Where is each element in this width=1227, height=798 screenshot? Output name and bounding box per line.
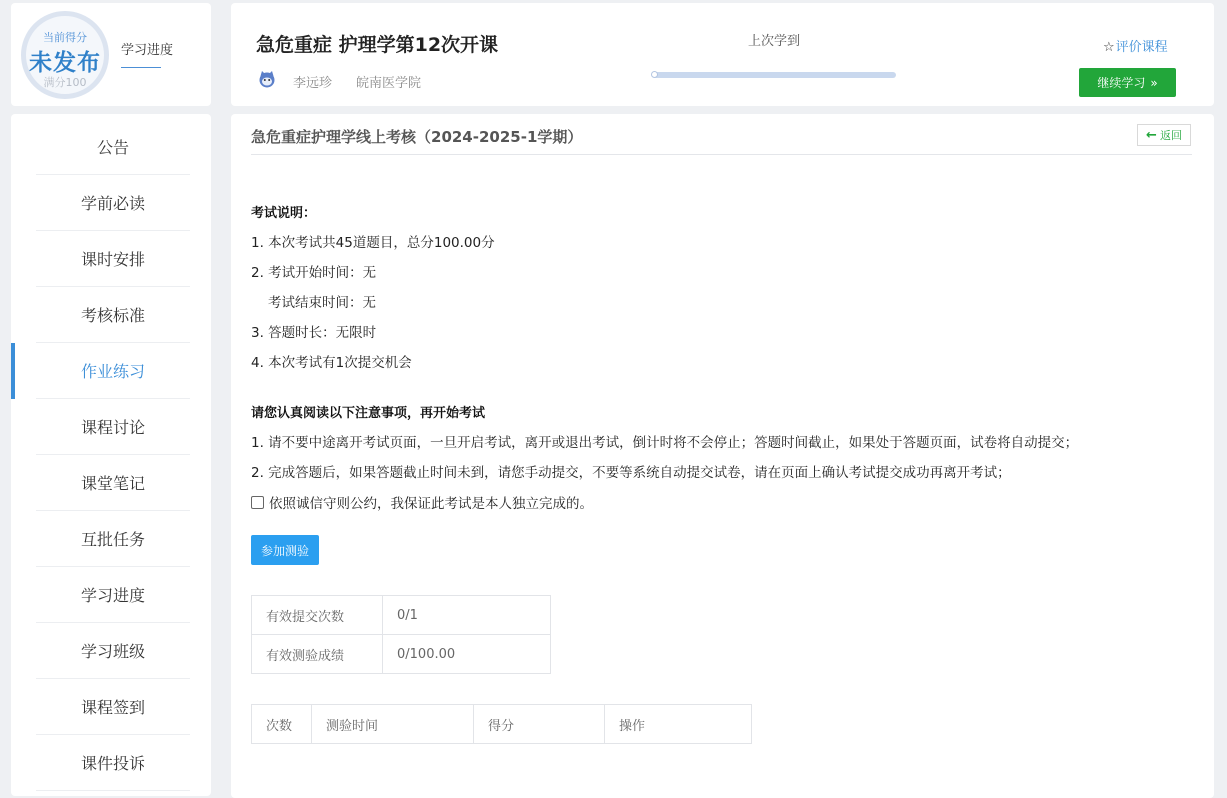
course-header [231, 3, 1214, 106]
double-chevron-right-icon: » [1150, 75, 1158, 90]
notice-line: 1. 请不要中途离开考试页面，一旦开启考试，离开或退出考试，倒计时将不会停止；答题时间截止，如果处于答题页面，试卷将自动提交； [251, 435, 1079, 451]
pledge-row [251, 492, 593, 512]
active-indicator [11, 343, 15, 399]
course-progress-bar [653, 72, 896, 78]
instruction-line: 3. 答题时长：无限时 [251, 325, 377, 341]
teacher-name: 李远珍 [293, 76, 333, 91]
score-card [11, 3, 211, 106]
sidebar-item-announcements[interactable]: 公告 [36, 119, 190, 175]
continue-study-label: 继续学习 [1097, 76, 1146, 90]
divider [251, 154, 1192, 155]
table-cell-label: 有效提交次数 [252, 596, 383, 635]
sidebar-item-notes[interactable]: 课堂笔记 [36, 455, 190, 511]
table-row [252, 635, 551, 674]
instruction-line: 1. 本次考试共45道题目，总分100.00分 [251, 235, 495, 251]
instructions-heading: 考试说明： [251, 206, 317, 221]
sidebar-item-progress[interactable]: 学习进度 [36, 567, 190, 623]
rate-course-link[interactable] [1103, 36, 1168, 55]
progress-handle [651, 71, 658, 78]
sidebar-item-assignments[interactable]: 作业练习 [36, 343, 190, 399]
table-row [252, 596, 551, 635]
sidebar-item-class[interactable]: 学习班级 [36, 623, 190, 679]
teacher-avatar-icon [258, 70, 276, 88]
back-label: 返回 [1159, 129, 1182, 142]
column-header: 次数 [252, 705, 312, 744]
notice-line: 2. 完成答题后，如果答题截止时间未到，请您手动提交，不要等系统自动提交试卷，请在页面上确认考试提交成功再离开考试； [251, 465, 1011, 481]
column-header: 得分 [474, 705, 605, 744]
score-circle [21, 11, 109, 99]
school-name: 皖南医学院 [356, 76, 422, 91]
sidebar-item-schedule[interactable]: 课时安排 [36, 231, 190, 287]
course-sidebar [11, 114, 211, 796]
star-icon: ☆ [1103, 40, 1115, 55]
sidebar-item-complaints[interactable]: 课件投诉 [36, 735, 190, 791]
course-title: 急危重症 护理学第12次开课 [256, 34, 499, 56]
column-header: 操作 [605, 705, 752, 744]
column-header: 测验时间 [312, 705, 474, 744]
last-study-label: 上次学到 [748, 34, 801, 49]
score-label: 当前得分 [43, 31, 87, 44]
sidebar-item-peer-review[interactable]: 互批任务 [36, 511, 190, 567]
back-button[interactable] [1137, 124, 1191, 146]
instruction-line: 2. 考试开始时间：无 [251, 265, 377, 281]
instruction-line: 4. 本次考试有1次提交机会 [251, 355, 412, 371]
study-progress-tab[interactable]: 学习进度 [121, 43, 174, 58]
records-table [251, 704, 752, 744]
pledge-label: 依照诚信守则公约，我保证此考试是本人独立完成的。 [269, 496, 593, 512]
sidebar-item-discussion[interactable]: 课程讨论 [36, 399, 190, 455]
pledge-checkbox[interactable] [251, 496, 264, 509]
rate-course-label: 评价课程 [1115, 40, 1168, 55]
exam-title: 急危重症护理学线上考核（2024-2025-1学期） [251, 128, 583, 146]
score-value: 未发布 [29, 50, 101, 76]
exam-panel [231, 114, 1214, 798]
summary-table [251, 595, 551, 674]
tab-underline [121, 67, 161, 68]
table-cell-label: 有效测验成绩 [252, 635, 383, 674]
sidebar-item-pre-reading[interactable]: 学前必读 [36, 175, 190, 231]
table-cell-value: 0/1 [383, 596, 551, 635]
table-cell-value: 0/100.00 [383, 635, 551, 674]
notice-heading: 请您认真阅读以下注意事项，再开始考试 [251, 406, 486, 421]
sidebar-item-check-in[interactable]: 课程签到 [36, 679, 190, 735]
arrow-left-icon: ← [1146, 127, 1157, 143]
join-quiz-button[interactable]: 参加测验 [251, 535, 319, 565]
instruction-line: 考试结束时间：无 [268, 295, 376, 311]
full-score-label: 满分100 [43, 76, 87, 89]
table-header-row [252, 705, 752, 744]
sidebar-item-grading-criteria[interactable]: 考核标准 [36, 287, 190, 343]
continue-study-button[interactable] [1079, 68, 1176, 97]
